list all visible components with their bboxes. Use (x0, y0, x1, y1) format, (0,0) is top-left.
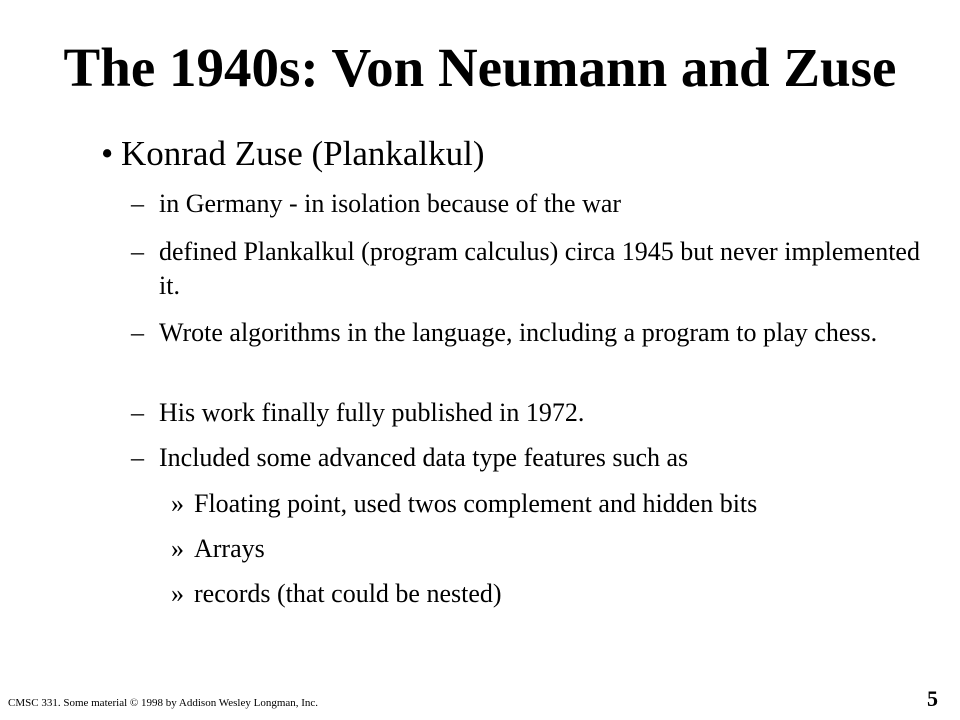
subitem-text: Included some advanced data type features such as (159, 443, 689, 472)
page-number: 5 (927, 686, 938, 711)
chevron-marker: » (171, 579, 184, 608)
subitem-text: defined Plankalkul (program calculus) circa 1945 but never implemented it. (159, 237, 920, 300)
subsubitem-text: Arrays (194, 534, 265, 563)
subsubitem-text: records (that could be nested) (194, 579, 502, 608)
dash-marker: – (131, 318, 144, 347)
slide-title: The 1940s: Von Neumann and Zuse (63, 37, 897, 98)
subitem-text: in Germany - in isolation because of the war (159, 189, 622, 218)
subsubitem-records (171, 577, 502, 611)
chevron-marker: » (171, 489, 184, 518)
subitem-text: Wrote algorithms in the language, including a program to play chess. (159, 318, 878, 347)
bullet-marker: • (101, 134, 114, 173)
dash-marker: – (131, 189, 144, 218)
subitem-wrote-algorithms (131, 316, 931, 350)
subitem-text: His work finally fully published in 1972. (159, 398, 585, 427)
bullet-text: Konrad Zuse (Plankalkul) (121, 134, 485, 173)
bullet-konrad-zuse (101, 133, 485, 175)
dash-marker: – (131, 398, 144, 427)
subitem-published-1972 (131, 396, 931, 430)
subsubitem-floating-point (171, 487, 757, 521)
subitem-data-type-features (131, 441, 931, 475)
subitem-germany (131, 187, 931, 221)
chevron-marker: » (171, 534, 184, 563)
dash-marker: – (131, 443, 144, 472)
subitem-defined-plankalkul (131, 235, 931, 303)
subsubitem-arrays (171, 532, 265, 566)
dash-marker: – (131, 237, 144, 266)
subsubitem-text: Floating point, used twos complement and hidden bits (194, 489, 758, 518)
footer-copyright: CMSC 331. Some material © 1998 by Addison Wesley Longman, Inc. (8, 697, 319, 709)
